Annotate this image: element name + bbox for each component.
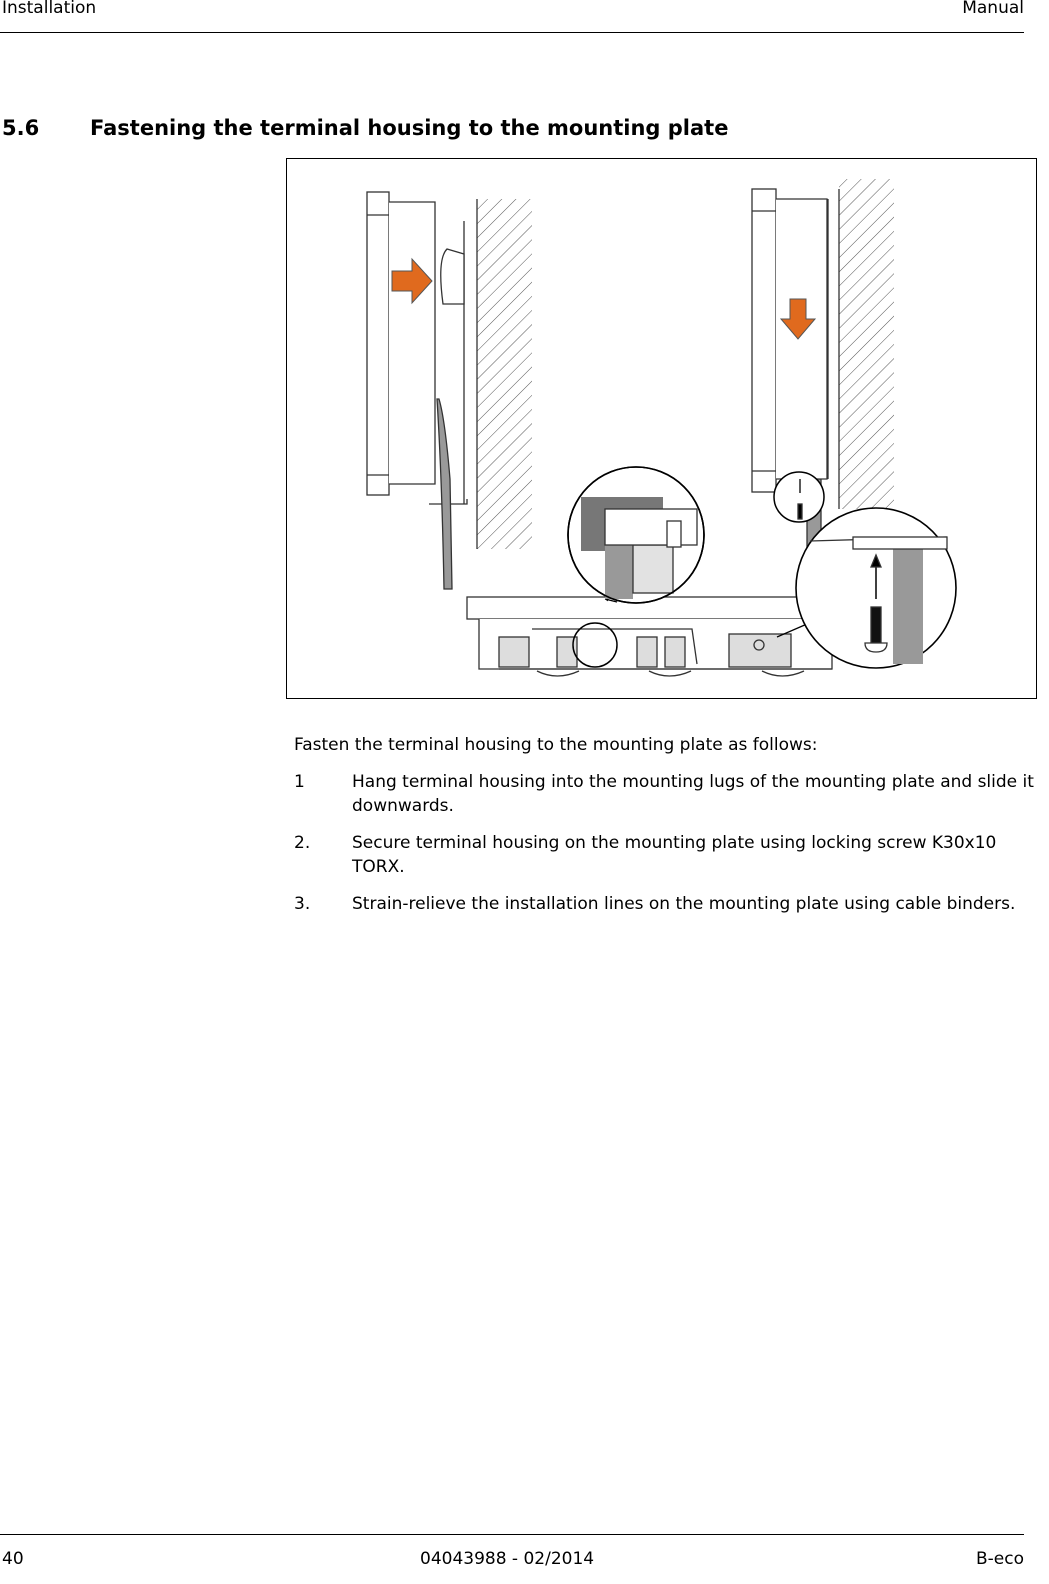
section-heading <box>2 116 728 140</box>
header-doc-type: Manual <box>962 0 1024 18</box>
step-number: 3. <box>294 894 311 914</box>
step-item <box>294 770 1034 818</box>
instructions <box>294 733 1034 916</box>
step-item <box>294 892 1034 916</box>
section-title: Fastening the terminal housing to the mounting plate <box>90 116 729 140</box>
header-rule <box>0 32 1024 33</box>
housing-mounting-illustration <box>287 159 1036 698</box>
step-text: Strain-relieve the installation lines on the mounting plate using cable binders. <box>352 894 1016 914</box>
header-section: Installation <box>2 0 97 18</box>
step-text: Secure terminal housing on the mounting plate using locking screw K30x10 TORX. <box>352 833 997 877</box>
intro-text: Fasten the terminal housing to the mounting plate as follows: <box>294 735 818 755</box>
step-text: Hang terminal housing into the mounting lugs of the mounting plate and slide it downwards. <box>352 772 1034 816</box>
step-number: 1 <box>294 772 305 792</box>
product-name: B-eco <box>975 1549 1024 1569</box>
section-number: 5.6 <box>2 116 40 140</box>
installation-figure <box>286 158 1037 699</box>
page-number: 40 <box>2 1549 24 1569</box>
step-number: 2. <box>294 833 311 853</box>
footer-rule <box>0 1534 1024 1535</box>
document-number: 04043988 - 02/2014 <box>420 1549 595 1569</box>
wall-hatch-right <box>839 179 894 509</box>
step-item <box>294 831 1034 879</box>
wall-hatch-left <box>477 199 532 549</box>
